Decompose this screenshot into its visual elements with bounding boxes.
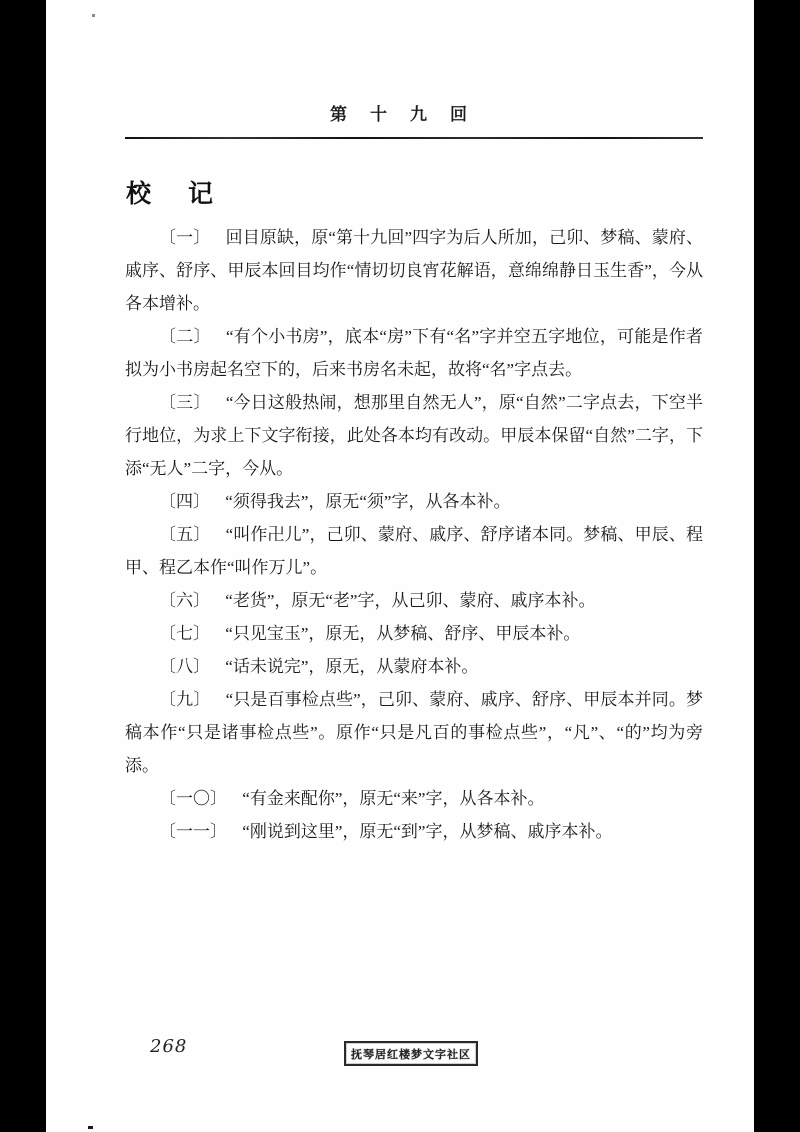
note-label: 〔四〕 xyxy=(159,492,210,511)
note-text: “只见宝玉”，原无，从梦稿、舒序、甲辰本补。 xyxy=(225,624,581,643)
running-header-chapter: 第 十 九 回 xyxy=(330,105,470,124)
note-label: 〔八〕 xyxy=(159,657,210,676)
scan-speck xyxy=(88,1126,93,1129)
note-text: “今日这般热闹，想那里自然无人”，原“自然”二字点去，下空半行地位，为求上下文字衔接，此处各本均有改动。甲辰本保留“自然”二字，下添“无人”二字，今从。 xyxy=(125,393,704,478)
note-item xyxy=(125,320,703,386)
note-text: “话未说完”，原无，从蒙府本补。 xyxy=(225,657,479,676)
note-text: “有个小书房”，底本“房”下有“名”字并空五字地位，可能是作者拟为小书房起名空下的，后来书房名未起，故将“名”字点去。 xyxy=(125,327,704,379)
note-label: 〔六〕 xyxy=(159,591,210,610)
note-text: 回目原缺，原“第十九回”四字为后人所加，己卯、梦稿、蒙府、戚序、舒序、甲辰本回目均作“情切切良宵花解语，意绵绵静日玉生香”，今从各本增补。 xyxy=(125,228,704,313)
note-item xyxy=(125,221,703,320)
section-title: 校 记 xyxy=(126,180,220,208)
note-label: 〔五〕 xyxy=(159,525,211,544)
note-text: “有金来配你”，原无“来”字，从各本补。 xyxy=(242,789,545,808)
note-text: “须得我去”，原无“须”字，从各本补。 xyxy=(225,492,511,511)
note-item xyxy=(125,386,703,485)
note-item xyxy=(125,617,703,650)
note-label: 〔二〕 xyxy=(159,327,211,346)
note-item xyxy=(125,815,703,848)
header-divider xyxy=(125,137,703,139)
note-item xyxy=(125,650,703,683)
note-label: 〔九〕 xyxy=(159,690,211,709)
note-label: 〔一一〕 xyxy=(159,822,227,841)
scan-speck xyxy=(92,14,95,17)
note-item xyxy=(125,518,703,584)
page-number: 268 xyxy=(150,1036,188,1057)
note-text: “叫作卍儿”，己卯、蒙府、戚序、舒序诸本同。梦稿、甲辰、程甲、程乙本作“叫作万儿”。 xyxy=(125,525,704,577)
scan-edge-right xyxy=(754,0,800,1132)
watermark-text: 抚琴居红楼梦文字社区 xyxy=(351,1048,471,1061)
note-text: “只是百事检点些”，己卯、蒙府、戚序、舒序、甲辰本并同。梦稿本作“只是诸事检点些”。原作“只是凡百的事检点些”，“凡”、“的”均为旁添。 xyxy=(125,690,704,775)
note-label: 〔七〕 xyxy=(159,624,210,643)
note-item xyxy=(125,485,703,518)
note-text: “老货”，原无“老”字，从己卯、蒙府、戚序本补。 xyxy=(225,591,596,610)
note-label: 〔三〕 xyxy=(159,393,211,412)
scan-edge-left xyxy=(0,0,46,1132)
note-label: 〔一〇〕 xyxy=(159,789,227,808)
watermark-box xyxy=(344,1041,478,1066)
note-label: 〔一〕 xyxy=(159,228,211,247)
collation-notes xyxy=(125,221,703,848)
note-item xyxy=(125,782,703,815)
note-item xyxy=(125,683,703,782)
note-item xyxy=(125,584,703,617)
note-text: “刚说到这里”，原无“到”字，从梦稿、戚序本补。 xyxy=(242,822,613,841)
